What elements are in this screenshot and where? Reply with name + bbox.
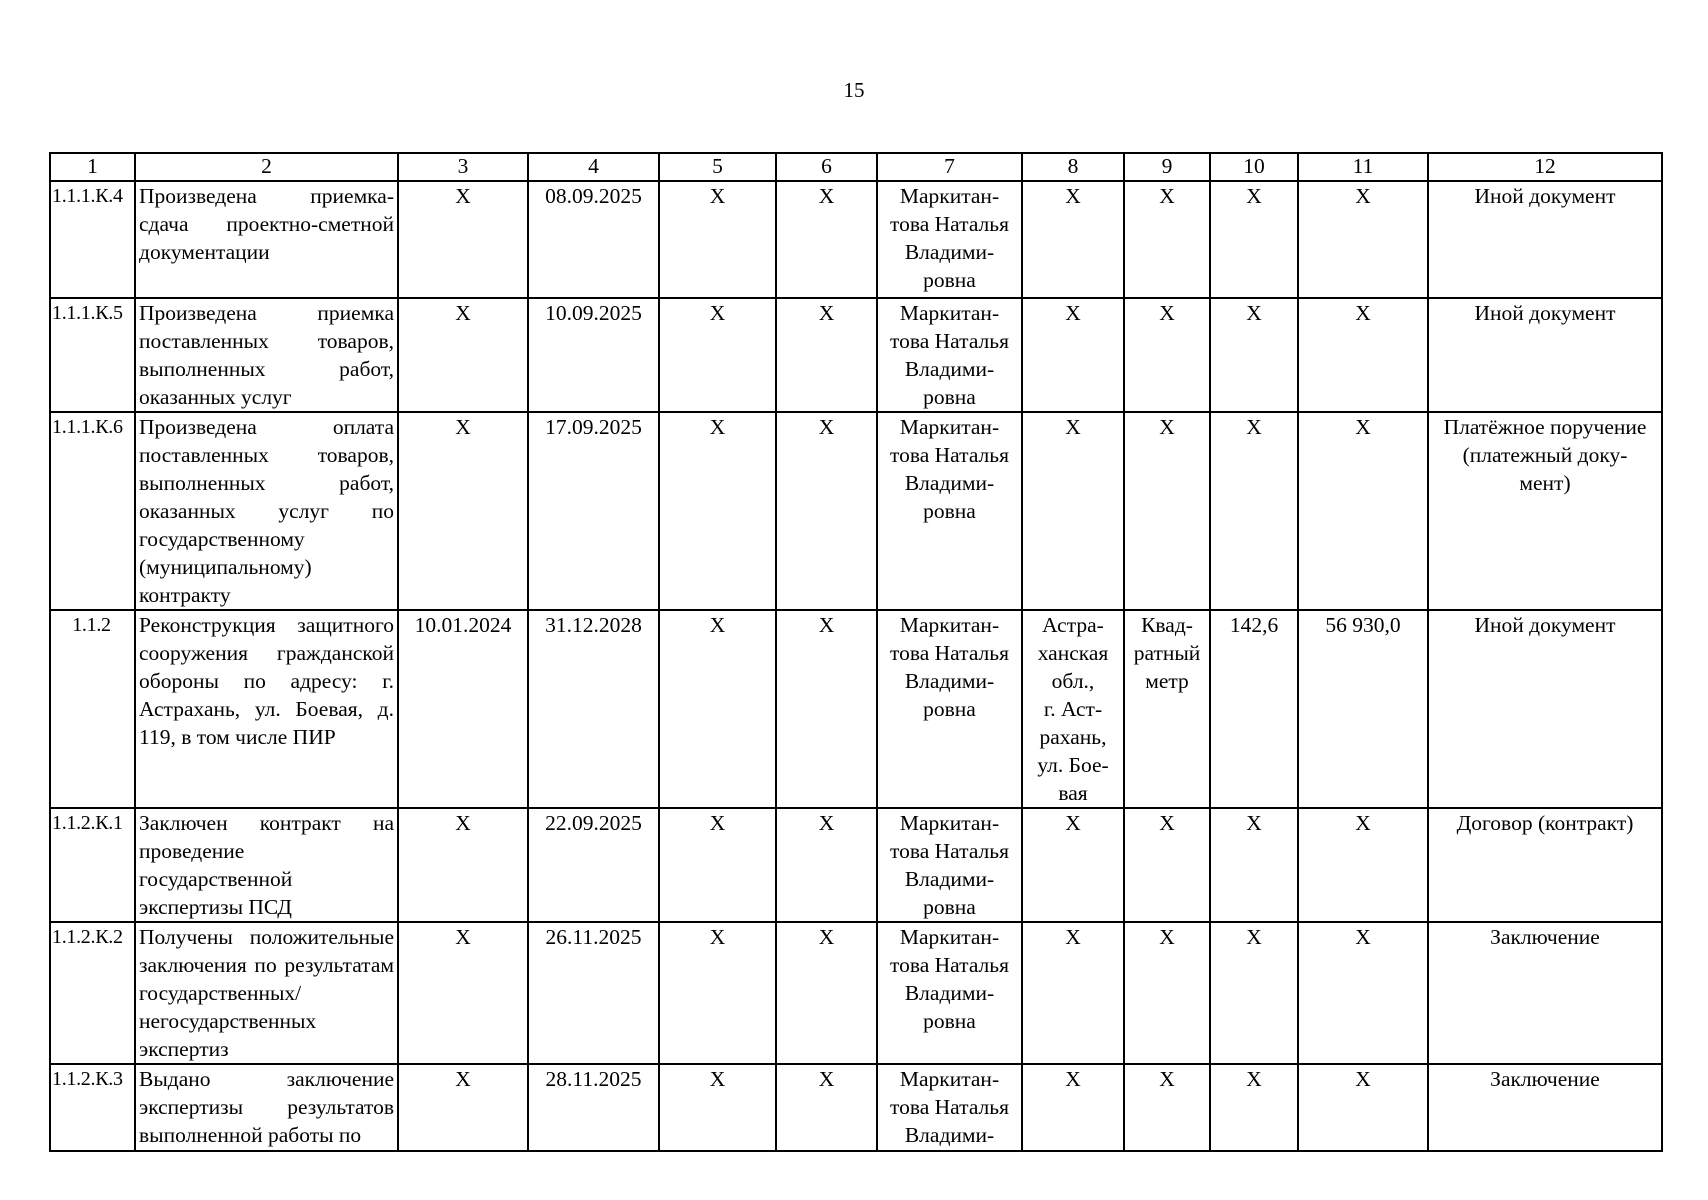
cell-6: X	[776, 412, 877, 610]
amount: X	[1298, 412, 1428, 610]
page-number: 15	[843, 78, 865, 102]
header-cell: 7	[877, 153, 1022, 181]
start-date: X	[398, 412, 528, 610]
unit: X	[1124, 1064, 1210, 1151]
event-name: Реконструкция защитного сооружения гражданской обороны по адресу: г. Астрахань, ул. Боевая, д. 119, в том числе ПИР	[135, 610, 398, 808]
quantity: 142,6	[1210, 610, 1298, 808]
quantity: X	[1210, 808, 1298, 922]
unit: X	[1124, 808, 1210, 922]
responsible: Маркитан- това Наталья Владими- ровна	[877, 412, 1022, 610]
header-row	[50, 153, 1662, 181]
unit: X	[1124, 412, 1210, 610]
cell-5: X	[659, 610, 776, 808]
cell-5: X	[659, 412, 776, 610]
row-number: 1.1.1.К.4	[50, 181, 135, 298]
unit: X	[1124, 922, 1210, 1064]
end-date: 22.09.2025	[528, 808, 659, 922]
cell-5: X	[659, 298, 776, 412]
document-type: Заключение	[1428, 922, 1662, 1064]
amount: 56 930,0	[1298, 610, 1428, 808]
event-name: Произведена приемка поставленных товаров, выполненных работ, оказанных услуг	[135, 298, 398, 412]
header-cell: 3	[398, 153, 528, 181]
document-type: Иной документ	[1428, 181, 1662, 298]
start-date: X	[398, 181, 528, 298]
location: X	[1022, 298, 1124, 412]
end-date: 31.12.2028	[528, 610, 659, 808]
document-type: Платёжное поручение (платежный доку- мент)	[1428, 412, 1662, 610]
end-date: 26.11.2025	[528, 922, 659, 1064]
event-name: Заключен контракт на проведение государственной экспертизы ПСД	[135, 808, 398, 922]
document-type: Договор (контракт)	[1428, 808, 1662, 922]
unit: Квад- ратный метр	[1124, 610, 1210, 808]
cell-5: X	[659, 808, 776, 922]
quantity: X	[1210, 298, 1298, 412]
responsible: Маркитан- това Наталья Владими- ровна	[877, 181, 1022, 298]
event-name: Произведена приемка-сдача проектно-сметной документации	[135, 181, 398, 298]
start-date: X	[398, 922, 528, 1064]
quantity: X	[1210, 1064, 1298, 1151]
header-cell: 4	[528, 153, 659, 181]
responsible: Маркитан- това Наталья Владими-	[877, 1064, 1022, 1151]
amount: X	[1298, 922, 1428, 1064]
table-row	[50, 412, 1662, 610]
cell-5: X	[659, 922, 776, 1064]
quantity: X	[1210, 412, 1298, 610]
row-number: 1.1.2.К.3	[50, 1064, 135, 1151]
cell-6: X	[776, 298, 877, 412]
table-row	[50, 610, 1662, 808]
responsible: Маркитан- това Наталья Владими- ровна	[877, 922, 1022, 1064]
table-row	[50, 1064, 1662, 1151]
end-date: 17.09.2025	[528, 412, 659, 610]
document-type: Иной документ	[1428, 610, 1662, 808]
location: X	[1022, 181, 1124, 298]
location: Астра- ханская обл., г. Аст- рахань, ул. Бое- вая	[1022, 610, 1124, 808]
table-row	[50, 808, 1662, 922]
responsible: Маркитан- това Наталья Владими- ровна	[877, 298, 1022, 412]
location: X	[1022, 922, 1124, 1064]
event-name: Выдано заключение экспертизы результатов выполненной работы по	[135, 1064, 398, 1151]
start-date: X	[398, 808, 528, 922]
unit: X	[1124, 181, 1210, 298]
row-number: 1.1.2	[50, 610, 135, 808]
table-row	[50, 298, 1662, 412]
end-date: 08.09.2025	[528, 181, 659, 298]
document-type: Заключение	[1428, 1064, 1662, 1151]
cell-5: X	[659, 1064, 776, 1151]
location: X	[1022, 1064, 1124, 1151]
table-row	[50, 181, 1662, 298]
row-number: 1.1.2.К.1	[50, 808, 135, 922]
responsible: Маркитан- това Наталья Владими- ровна	[877, 808, 1022, 922]
end-date: 28.11.2025	[528, 1064, 659, 1151]
cell-6: X	[776, 181, 877, 298]
header-cell: 6	[776, 153, 877, 181]
header-cell: 10	[1210, 153, 1298, 181]
row-number: 1.1.1.К.6	[50, 412, 135, 610]
location: X	[1022, 412, 1124, 610]
amount: X	[1298, 1064, 1428, 1151]
cell-6: X	[776, 808, 877, 922]
amount: X	[1298, 181, 1428, 298]
document-type: Иной документ	[1428, 298, 1662, 412]
cell-5: X	[659, 181, 776, 298]
amount: X	[1298, 808, 1428, 922]
header-cell: 2	[135, 153, 398, 181]
event-name: Произведена оплата поставленных товаров, выполненных работ, оказанных услуг по государственному (муниципальному) контракту	[135, 412, 398, 610]
start-date: X	[398, 1064, 528, 1151]
amount: X	[1298, 298, 1428, 412]
quantity: X	[1210, 181, 1298, 298]
quantity: X	[1210, 922, 1298, 1064]
schedule-table	[49, 152, 1663, 1152]
start-date: X	[398, 298, 528, 412]
header-cell: 1	[50, 153, 135, 181]
header-cell: 9	[1124, 153, 1210, 181]
table-row	[50, 922, 1662, 1064]
header-cell: 12	[1428, 153, 1662, 181]
responsible: Маркитан- това Наталья Владими- ровна	[877, 610, 1022, 808]
cell-6: X	[776, 1064, 877, 1151]
cell-6: X	[776, 610, 877, 808]
header-cell: 8	[1022, 153, 1124, 181]
cell-6: X	[776, 922, 877, 1064]
header-cell: 5	[659, 153, 776, 181]
location: X	[1022, 808, 1124, 922]
end-date: 10.09.2025	[528, 298, 659, 412]
start-date: 10.01.2024	[398, 610, 528, 808]
row-number: 1.1.2.К.2	[50, 922, 135, 1064]
event-name: Получены положительные заключения по результатам государственных/ негосударственных экспертиз	[135, 922, 398, 1064]
header-cell: 11	[1298, 153, 1428, 181]
row-number: 1.1.1.К.5	[50, 298, 135, 412]
unit: X	[1124, 298, 1210, 412]
